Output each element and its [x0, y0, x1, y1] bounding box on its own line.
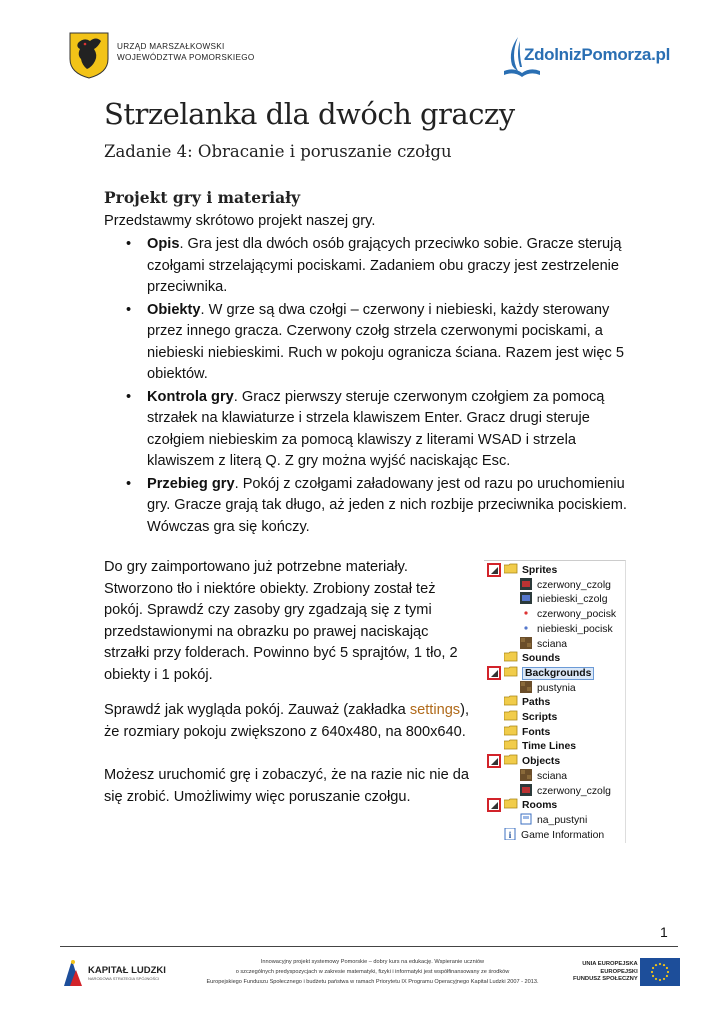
- tree-item-objects[interactable]: [504, 754, 560, 769]
- tree-item-niebieski-pocisk[interactable]: [520, 622, 613, 637]
- eu-star-icon: [666, 975, 668, 977]
- design-list: [104, 234, 644, 539]
- room-icon: [520, 813, 532, 825]
- room-paragraph: Sprawdź jak wygląda pokój. Zauważ (zakładka settings), że rozmiary pokoju zwiększono z 640x480, na 800x640.: [104, 702, 470, 740]
- eu-label: UNIA EUROPEJSKA EUROPEJSKI FUNDUSZ SPOŁECZNY: [573, 961, 638, 982]
- folder-icon: [504, 563, 518, 574]
- tree-item-label: czerwony_pocisk: [537, 609, 617, 621]
- tree-item-czerwony-czolg[interactable]: [520, 578, 611, 593]
- kapital-ludzki-logo: [62, 956, 177, 990]
- expand-arrow-icon[interactable]: [487, 666, 501, 680]
- brand-name: ZdolnizPomorza.pl: [524, 45, 671, 64]
- tree-item-label: na_pustyni: [537, 814, 588, 826]
- folder-icon: [504, 695, 518, 706]
- list-item: • Obiekty. W grze są dwa czołgi – czerwony i niebieski, każdy sterowany przez innego gracza. Czerwony czołg strzela czerwonymi pociskami, a niebieski niebieskimi. Ruch w pokoju ogranicza ściana. Razem jest więc 5 obiektów.: [126, 301, 624, 382]
- tree-item-rooms[interactable]: [504, 798, 557, 813]
- bullet-icon: •: [126, 236, 132, 252]
- tree-item-label: Sprites: [522, 565, 558, 576]
- bullet-icon: •: [126, 475, 132, 492]
- tank-blue-icon: [520, 592, 532, 604]
- expand-arrow-icon[interactable]: [487, 563, 501, 577]
- eu-star-icon: [651, 971, 653, 973]
- bullet-blue-icon: [520, 622, 532, 634]
- materials-paragraph: Do gry zaimportowano już potrzebne materiały. Stworzono tło i niektóre obiekty. Zrobiony został też pokój. Sprawdź czy zasoby gry zgadzają się z tymi przedstawionymi na obrazku po prawej naciskając strzałki przy folderach. Powinno być 5 sprajtów, 1 tło, 2 obiekty i 1 pokój.: [104, 559, 458, 683]
- info-icon: [504, 828, 516, 840]
- tree-item-label: Fonts: [522, 726, 551, 738]
- tree-item-sprites[interactable]: [504, 563, 557, 578]
- tree-item-niebieski-czolg[interactable]: [520, 592, 607, 607]
- run-paragraph: Możesz uruchomić grę i zobaczyć, że na razie nic nie da się zrobić. Umożliwimy więc poruszanie czołgu.: [104, 767, 470, 805]
- eu-star-icon: [667, 971, 669, 973]
- eu-star-icon: [652, 975, 654, 977]
- tank-red-icon: [520, 578, 532, 590]
- list-item: • Opis. Gra jest dla dwóch osób grających przeciwko sobie. Gracze sterują czołgami strzelającymi pociskami. Zadaniem obu graczy jest zestrzelenie przeciwnika.: [126, 236, 622, 295]
- tree-item-label: pustynia: [537, 682, 576, 694]
- eu-star-icon: [659, 979, 661, 981]
- footer-funding-text: Innowacyjny projekt systemowy Pomorskie – dobry kurs na edukację. Wspieranie uczniów o szczególnych predyspozycjach w zakresie matematyki, fizyki i informatyki jest współfinansowany ze środków Europejskiego Funduszu Społecznego i budżetu państwa w ramach Priorytetu IX Programu Operacyjnego Kapitał Ludzki 2007 - 2013.: [206, 959, 539, 985]
- tree-item-label: czerwony_czolg: [537, 785, 611, 797]
- list-item: • Kontrola gry. Gracz pierwszy steruje czerwonym czołgiem za pomocą strzałek na klawiaturze i strzela klawiszem Enter. Gracz drugi steruje czołgiem niebieskim za pomocą klawiszy z literami WSAD i strzela klawiszem z literą Q. Z gry można wyjść naciskając Esc.: [126, 388, 605, 469]
- tree-item-label: sciana: [537, 638, 568, 650]
- tree-item-game-information[interactable]: [504, 828, 604, 843]
- tree-item-label: Time Lines: [522, 741, 577, 753]
- tree-item-label: Backgrounds: [522, 667, 594, 680]
- folder-icon: [504, 754, 518, 765]
- expand-arrow-icon[interactable]: [487, 754, 501, 768]
- tree-item-czerwony-pocisk[interactable]: [520, 607, 616, 622]
- tree-item-label: sciana: [537, 770, 568, 782]
- page-number: 1: [660, 924, 668, 940]
- bullet-red-icon: [520, 607, 532, 619]
- tree-item-label: Scripts: [522, 712, 558, 723]
- wall-icon: [520, 637, 532, 649]
- bullet-icon: •: [126, 388, 132, 405]
- tree-item-label: niebieski_czolg: [537, 594, 608, 606]
- svg-text:i: i: [508, 829, 512, 840]
- page-title: Strzelanka dla dwóch graczy: [104, 97, 515, 131]
- tree-item-scripts[interactable]: [504, 710, 557, 725]
- section-heading: Projekt gry i materiały: [104, 188, 301, 207]
- kl-title: KAPITAŁ LUDZKI: [88, 965, 166, 976]
- tank-red-icon: [520, 784, 532, 796]
- wall-icon: [520, 681, 532, 693]
- expand-arrow-icon[interactable]: [487, 798, 501, 812]
- tree-item-sciana[interactable]: [520, 637, 567, 652]
- tree-item-sciana[interactable]: [520, 769, 567, 784]
- pomorskie-crest-logo: [68, 31, 110, 79]
- folder-icon: [504, 710, 518, 721]
- settings-link[interactable]: settings: [409, 702, 461, 718]
- folder-icon: [504, 725, 518, 736]
- tree-item-label: Paths: [522, 697, 551, 709]
- tree-item-paths[interactable]: [504, 695, 550, 710]
- tree-item-pustynia[interactable]: [520, 681, 576, 696]
- tree-item-label: Sounds: [522, 653, 561, 665]
- tree-item-fonts[interactable]: [504, 725, 550, 740]
- tree-item-label: czerwony_czolg: [537, 579, 611, 591]
- tree-item-label: niebieski_pocisk: [537, 623, 613, 635]
- eu-star-icon: [666, 967, 668, 969]
- folder-icon: [504, 651, 518, 662]
- tree-item-time-lines[interactable]: [504, 739, 576, 754]
- eu-star-icon: [655, 978, 657, 980]
- office-name: URZĄD MARSZAŁKOWSKI WOJEWÓDZTWA POMORSKIEGO: [117, 42, 255, 62]
- tree-item-czerwony-czolg[interactable]: [520, 784, 611, 799]
- folder-icon: [504, 798, 518, 809]
- tree-item-backgrounds[interactable]: [504, 666, 594, 681]
- page-subtitle: Zadanie 4: Obracanie i poruszanie czołgu: [104, 142, 452, 161]
- intro-text: Przedstawmy skrótowo projekt naszej gry.: [104, 213, 376, 229]
- bullet-icon: •: [126, 301, 132, 318]
- footer-divider: [60, 946, 678, 947]
- wall-icon: [520, 769, 532, 781]
- folder-icon: [504, 739, 518, 750]
- tree-item-label: Rooms: [522, 800, 558, 812]
- eu-star-icon: [663, 964, 665, 966]
- eu-star-icon: [659, 963, 661, 965]
- eu-star-icon: [652, 967, 654, 969]
- eu-star-icon: [655, 964, 657, 966]
- eu-flag-icon: [640, 958, 680, 986]
- tree-item-label: Objects: [522, 756, 561, 768]
- tree-item-label: Game Information: [521, 829, 605, 841]
- eu-star-icon: [663, 978, 665, 980]
- folder-icon: [504, 666, 518, 677]
- tree-item-na-pustyni[interactable]: [520, 813, 587, 828]
- list-item: • Przebieg gry. Pokój z czołgami załadowany jest od razu po uruchomieniu gry. Gracze grają tak długo, aż jeden z nich rozbije przeciwnika pociskiem. Wówczas gra się kończy.: [126, 475, 627, 535]
- kl-subtitle: NARODOWA STRATEGIA SPÓJNOŚCI: [88, 976, 160, 981]
- tree-item-sounds[interactable]: [504, 651, 560, 666]
